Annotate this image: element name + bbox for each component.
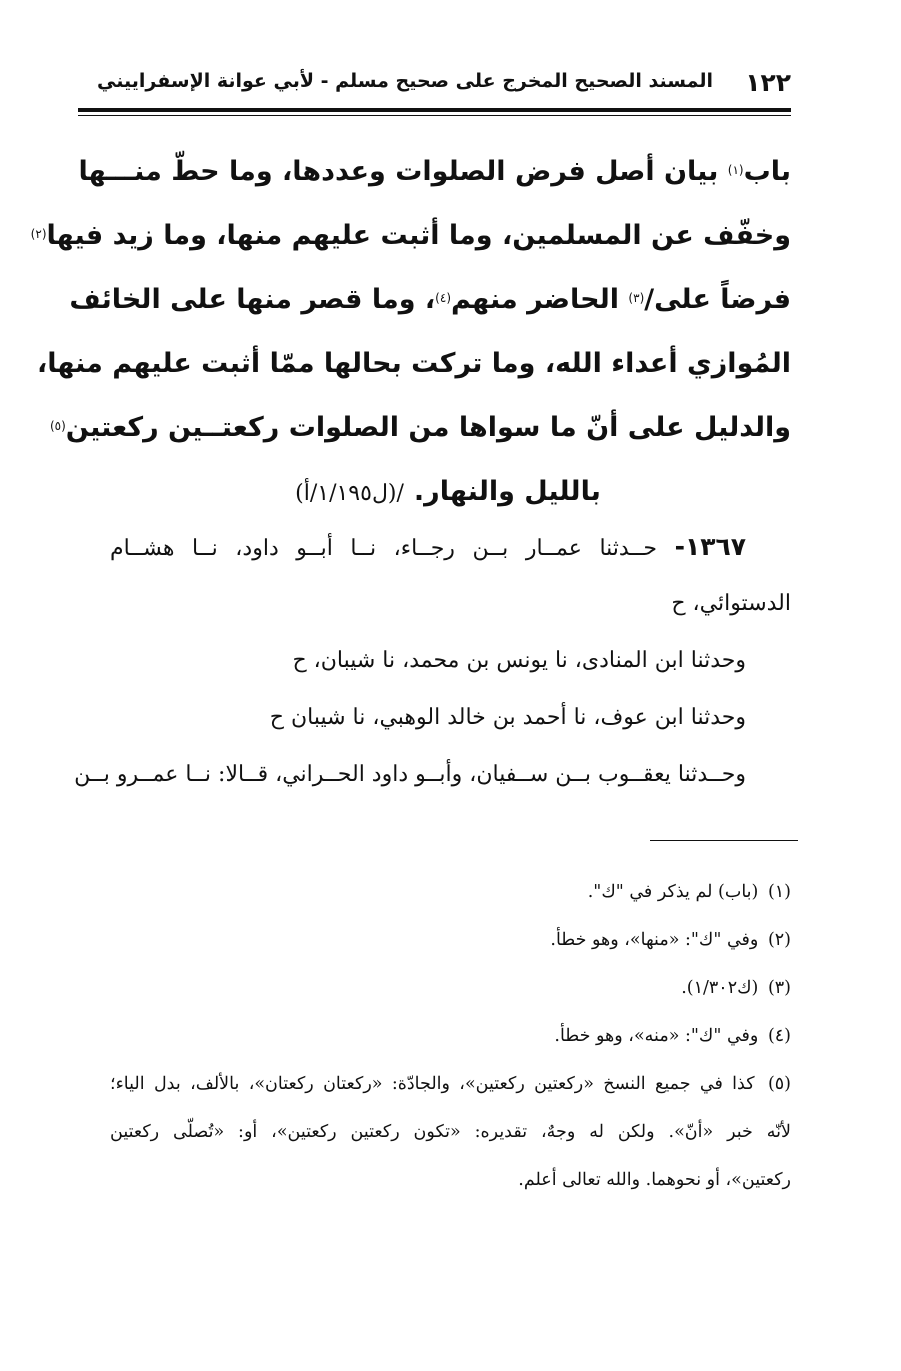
footnote-ref-3: (٣) xyxy=(628,291,645,305)
page-number: ١٢٢ xyxy=(745,68,791,97)
footnote-ref-4: (٤) xyxy=(435,291,451,305)
chapter-heading xyxy=(30,140,791,524)
footnote-ref-2: (٢) xyxy=(30,227,47,241)
chapter-line-4: المُوازي أعداء الله، وما تركت بحالها ممّا أثبت عليهم منها، xyxy=(36,348,791,379)
hadith-number: ١٣٦٧- xyxy=(674,532,746,561)
header-rule-thin xyxy=(78,115,791,116)
footnote-5-cont-2: ركعتين»، أو نحوهما. والله تعالى أعلم. xyxy=(518,1170,791,1190)
running-title: المسند الصحيح المخرج على صحيح مسلم - لأبي عوانة الإسفراييني xyxy=(97,70,713,92)
hadith-line-5: وحــدثنا يعقــوب بــن ســفيان، وأبــو داود الحــراني، قــالا: نــا عمــرو بــن xyxy=(74,762,746,787)
footnote-5: (٥) كذا في جميع النسخ «ركعتين ركعتين»، والجادّة: «ركعتان ركعتان»، بالألف، بدل الياء؛ xyxy=(110,1074,791,1094)
footnote-ref-1: (١) xyxy=(727,163,744,177)
hadith-line-1: ١٣٦٧- حــدثنا عمــار بــن رجــاء، نــا أبــو داود، نــا هشــام xyxy=(110,532,746,561)
chapter-line-6: بالليل والنهار./(ل١/١٩٥/أ) xyxy=(295,476,601,507)
footnotes xyxy=(110,868,791,1204)
hadith-text xyxy=(74,518,791,803)
chapter-line-1: باب$^{(١)}$ بيان أصل فرض الصلوات وعددها، وما حطّ منـــها xyxy=(78,156,791,187)
footnote-2: (٢) وفي "ك": «منها»، وهو خطأ. xyxy=(550,930,791,950)
footnote-1: (١) (باب) لم يذكر في "ك". xyxy=(587,882,791,902)
footnote-ref-5: (٥) xyxy=(49,419,66,433)
chapter-line-5: والدليل على أنّ ما سواها من الصلوات ركعتــين ركعتين$^{(٥)}$ xyxy=(49,412,791,443)
footnote-4: (٤) وفي "ك": «منه»، وهو خطأ. xyxy=(554,1026,791,1046)
hadith-line-3: وحدثنا ابن المنادى، نا يونس بن محمد، نا شيبان، ح xyxy=(292,648,746,673)
running-header xyxy=(80,62,791,106)
manuscript-ref: /(ل١/١٩٥/أ) xyxy=(295,481,404,506)
chapter-line-3: فرضاً على/$^{(٣)}$ الحاضر منهم$^{(٤)}$، وما قصر منها على الخائف xyxy=(69,284,791,315)
header-rule-thick xyxy=(78,108,791,112)
footnote-3: (٣) (ك١/٣٠٢). xyxy=(681,978,791,998)
footnote-5-cont-1: لأنّه خبر «أنّ». ولكن له وجهٌ، تقديره: «تكون ركعتين ركعتين»، أو: «تُصلّى ركعتين xyxy=(110,1122,791,1142)
hadith-line-2: الدستوائي، ح xyxy=(671,591,791,616)
footnote-separator xyxy=(650,840,798,841)
hadith-line-4: وحدثنا ابن عوف، نا أحمد بن خالد الوهبي، نا شيبان ح xyxy=(269,705,746,730)
chapter-line-2: وخفّف عن المسلمين، وما أثبت عليهم منها، وما زيد فيها$^{(٢)}$ xyxy=(30,220,791,251)
